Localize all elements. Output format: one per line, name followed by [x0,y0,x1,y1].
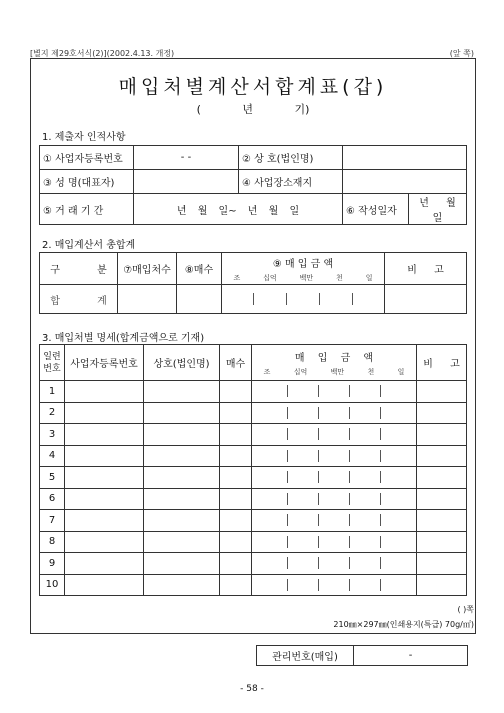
reg-no-field[interactable]: - - [134,146,239,170]
amount-cell[interactable] [252,510,417,532]
section3-heading: 3. 매입처별 명세(합계금액으로 기재) [42,333,205,344]
amount-cell[interactable] [252,467,417,489]
total-summary-table [39,252,467,314]
period-field[interactable]: 년 월 일~ 년 월 일 [134,194,343,225]
table-row [40,488,467,510]
table-row [40,574,467,596]
col-amount-header [252,345,417,381]
address-label: ④ 사업장소재지 [239,170,343,194]
name-label: ③ 성 명(대표자) [40,170,134,194]
page-mark: ( )쪽 [457,605,474,614]
unit-il: 일 [397,367,405,376]
reg-no-label: ① 사업자등록번호 [40,146,134,170]
reg-no-cell[interactable] [65,424,144,446]
count-cell[interactable] [220,467,252,489]
name-field[interactable] [134,170,239,194]
serial-cell: 7 [40,510,65,532]
serial-cell: 9 [40,553,65,575]
date-label: ⑥ 작성일자 [343,194,409,224]
table-row [40,553,467,575]
serial-cell: 5 [40,467,65,489]
section1-heading: 1. 제출자 인적사항 [42,132,126,143]
reg-no-cell[interactable] [65,445,144,467]
count-cell[interactable] [220,424,252,446]
amount-cell[interactable] [252,445,417,467]
company-cell[interactable] [144,574,220,596]
table-row [40,510,467,532]
amount-units [252,367,416,377]
company-label: ② 상 호(법인명) [239,146,343,170]
note-cell[interactable] [417,381,467,403]
serial-cell: 4 [40,445,65,467]
page-number: - 58 - [240,684,264,694]
reg-no-cell[interactable] [65,381,144,403]
note-cell[interactable] [417,402,467,424]
note-cell[interactable] [417,553,467,575]
date-inner [343,194,466,224]
col-note: 비 고 [417,345,467,381]
total-count-field[interactable] [177,285,222,314]
amount-cell[interactable] [252,531,417,553]
serial-cell: 6 [40,488,65,510]
row-total-label: 합 계 [40,285,118,314]
reg-no-cell[interactable] [65,488,144,510]
date-cell [343,194,467,225]
note-cell[interactable] [417,510,467,532]
table-row [40,424,467,446]
col-amount: ⑨ 매 입 금 액 [272,258,334,270]
unit-il: 일 [365,273,373,282]
amount-cell[interactable] [252,488,417,510]
serial-cell: 3 [40,424,65,446]
total-amount-field[interactable] [222,285,385,314]
reg-no-cell[interactable] [65,510,144,532]
col-count: 매수 [220,345,252,381]
col-company: 상호(법인명) [144,345,220,381]
unit-jo: 조 [233,273,241,282]
amount-cell[interactable] [252,424,417,446]
serial-cell: 1 [40,381,65,403]
unit-baekman: 백만 [330,367,345,376]
col-amount: 매 입 금 액 [294,352,374,364]
note-cell[interactable] [417,445,467,467]
company-cell[interactable] [144,402,220,424]
company-cell[interactable] [144,381,220,403]
col-amount-header [222,253,385,285]
date-field[interactable]: 년 월 일 [419,198,456,224]
count-cell[interactable] [220,488,252,510]
total-note-field[interactable] [385,285,467,314]
col-serial: 일련번호 [40,345,65,381]
reg-no-cell[interactable] [65,402,144,424]
note-cell[interactable] [417,467,467,489]
col-count: ⑧매수 [177,253,222,285]
company-cell[interactable] [144,488,220,510]
serial-cell: 10 [40,574,65,596]
company-cell[interactable] [144,445,220,467]
table-row [40,402,467,424]
table-row [40,531,467,553]
amount-units [222,273,384,283]
amount-cell[interactable] [252,402,417,424]
company-cell[interactable] [144,424,220,446]
unit-sibeok: 십억 [293,367,308,376]
company-cell[interactable] [144,467,220,489]
unit-baekman: 백만 [299,273,314,282]
company-cell[interactable] [144,553,220,575]
note-cell[interactable] [417,531,467,553]
period-line: ( 년 기) [196,103,310,116]
col-note: 비 고 [385,253,467,285]
management-number-table [256,645,468,666]
reg-no-cell[interactable] [65,531,144,553]
unit-jo: 조 [263,367,271,376]
submitter-info-table [39,145,467,225]
total-suppliers-field[interactable] [118,285,177,314]
table-row [40,467,467,489]
unit-sibeok: 십억 [263,273,277,282]
count-cell[interactable] [220,510,252,532]
count-cell[interactable] [220,381,252,403]
serial-cell: 2 [40,402,65,424]
mgmt-field[interactable]: - [354,646,468,666]
note-cell[interactable] [417,488,467,510]
note-cell[interactable] [417,424,467,446]
section2-heading: 2. 매입계산서 총합계 [42,240,136,251]
col-suppliers: ⑦매입처수 [118,253,177,285]
amount-cell[interactable] [252,553,417,575]
page-side-label: (앞 쪽) [449,49,474,58]
company-cell[interactable] [144,531,220,553]
serial-cell: 8 [40,531,65,553]
company-field[interactable] [343,146,467,170]
amount-cell[interactable] [252,381,417,403]
reg-no-cell[interactable] [65,553,144,575]
col-reg-no: 사업자등록번호 [65,345,144,381]
count-cell[interactable] [220,574,252,596]
count-cell[interactable] [220,402,252,424]
form-reference: [별지 제29호서식(2)](2002.4.13. 개정) [30,49,175,58]
count-cell[interactable] [220,445,252,467]
amount-cell[interactable] [252,574,417,596]
table-row [40,445,467,467]
reg-no-cell[interactable] [65,467,144,489]
mgmt-label: 관리번호(매입) [257,646,354,666]
unit-cheon: 천 [336,273,343,282]
count-cell[interactable] [220,531,252,553]
unit-cheon: 천 [367,367,375,376]
period-label: ⑤ 거 래 기 간 [40,194,134,225]
supplier-detail-table [39,344,467,596]
address-field[interactable] [343,170,467,194]
reg-no-cell[interactable] [65,574,144,596]
form-title: 매입처별계산서합계표(갑) [118,76,388,98]
col-division: 구 분 [40,253,118,285]
table-row [40,381,467,403]
company-cell[interactable] [144,510,220,532]
note-cell[interactable] [417,574,467,596]
paper-spec: 210㎜×297㎜(인쇄용지(특급) 70g/㎡) [333,620,474,629]
count-cell[interactable] [220,553,252,575]
